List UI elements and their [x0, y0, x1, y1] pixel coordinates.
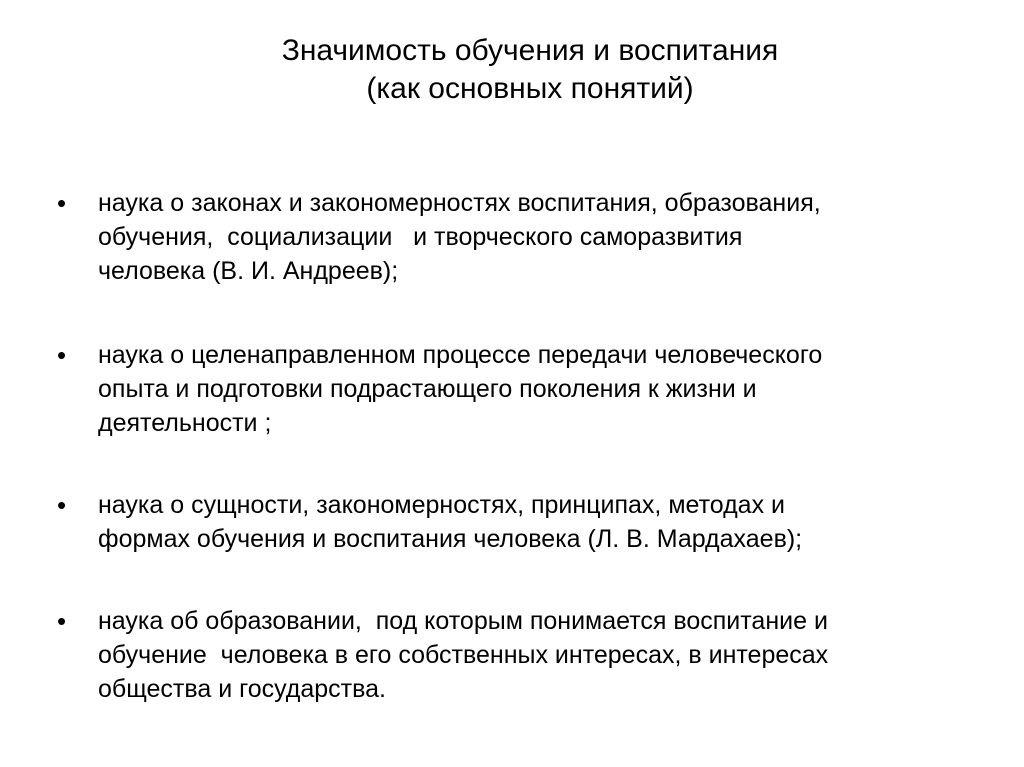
bullet-1-line-1: наука о законах и закономерностях воспитания, образования,: [98, 189, 821, 217]
bullet-icon: •: [57, 490, 67, 520]
bullet-4-line-2: обучение человека в его собственных интересах, в интересах: [98, 641, 829, 669]
bullet-2-line-2: опыта и подготовки подрастающего поколения к жизни и: [98, 375, 757, 403]
bullet-1-line-3: человека (В. И. Андреев);: [98, 257, 399, 285]
bullet-icon: •: [57, 606, 67, 636]
slide-title: [200, 32, 860, 108]
bullet-icon: •: [57, 340, 67, 370]
bullet-2-line-1: наука о целенаправленном процессе передачи человеческого: [98, 341, 823, 369]
bullet-1-line-2: обучения, социализации и творческого саморазвития: [98, 223, 743, 251]
bullet-text-3: [98, 488, 978, 556]
bullet-4-line-3: общества и государства.: [98, 675, 386, 703]
bullet-text-2: [98, 338, 978, 440]
bullet-4-line-1: наука об образовании, под которым понимается воспитание и: [98, 607, 828, 635]
title-line-2: (как основных понятий): [366, 72, 694, 105]
bullet-3-line-2: формах обучения и воспитания человека (Л. В. Мардахаев);: [98, 525, 803, 553]
title-line-1: Значимость обучения и воспитания: [281, 34, 779, 67]
bullet-2-line-3: деятельности ;: [98, 409, 272, 437]
bullet-icon: •: [57, 188, 67, 218]
bullet-text-1: [98, 186, 978, 288]
bullet-text-4: [98, 604, 978, 706]
bullet-3-line-1: наука о сущности, закономерностях, принципах, методах и: [98, 491, 785, 519]
